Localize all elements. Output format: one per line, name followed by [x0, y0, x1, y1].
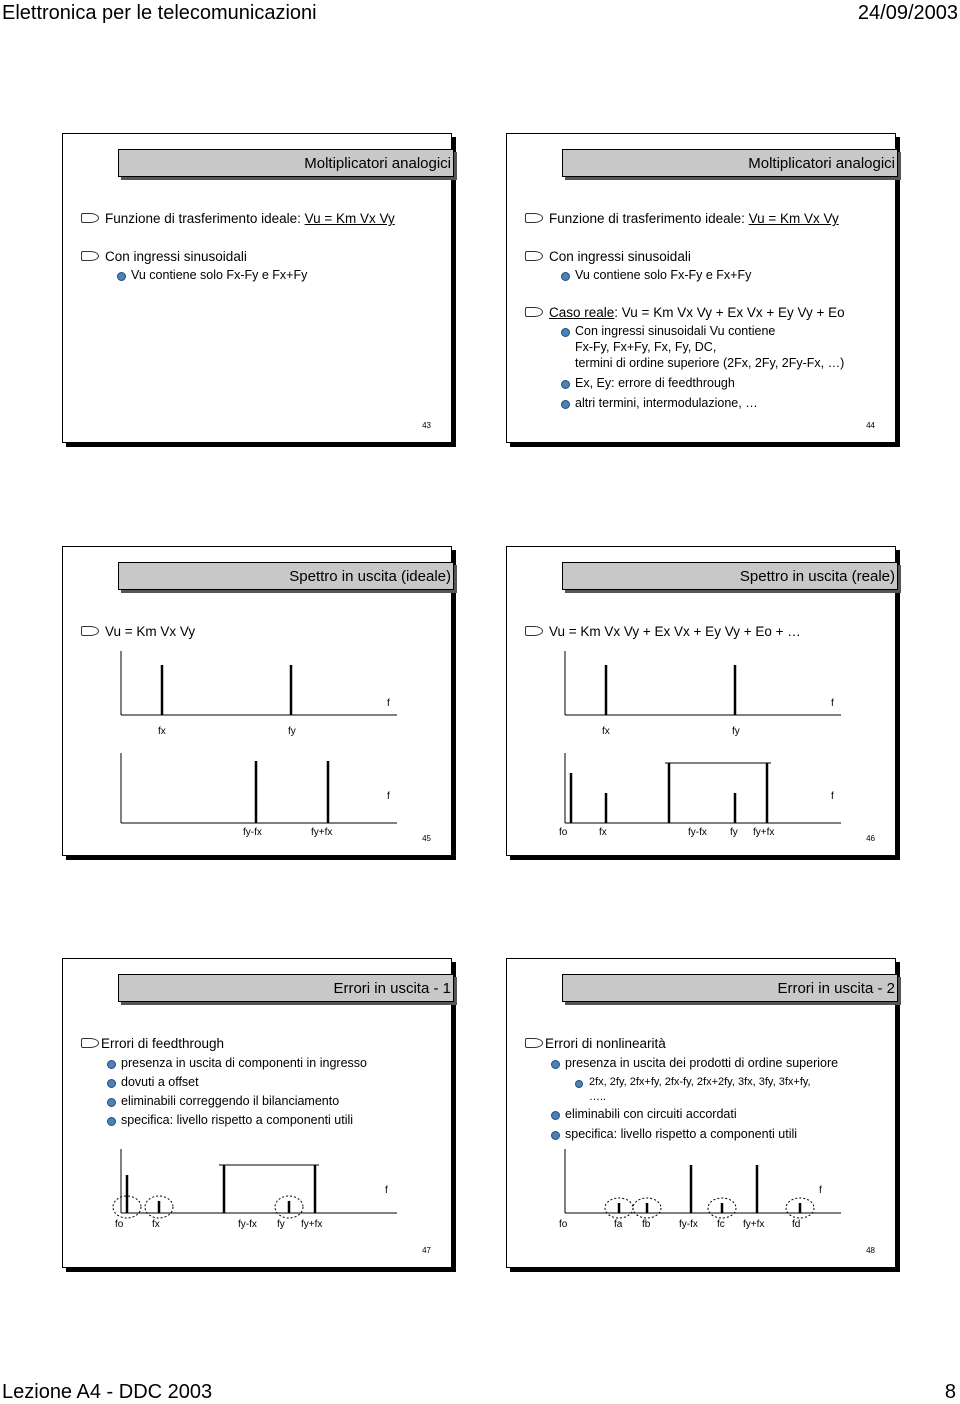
pointer-bullet-icon — [525, 251, 543, 261]
sub-sub-bullet-line: 2fx, 2fy, 2fx+fy, 2fx-fy, 2fx+2fy, 3fx, 3fy, 3fx+fy, — [589, 1077, 811, 1088]
slide-title: Errori in uscita - 2 — [562, 974, 898, 1002]
ball-bullet-icon — [561, 380, 570, 389]
sub-bullet-line: presenza in uscita dei prodotti di ordine superiore — [565, 1057, 838, 1070]
slide-title: Errori in uscita - 1 — [118, 974, 454, 1002]
sub-bullet-line: Vu contiene solo Fx-Fy e Fx+Fy — [575, 269, 751, 282]
slide-number: 45 — [422, 834, 431, 843]
slide-number: 48 — [866, 1246, 875, 1255]
slide-number: 44 — [866, 421, 875, 430]
label-fx: fx — [599, 827, 607, 838]
pointer-bullet-icon — [81, 626, 99, 636]
slide-title: Moltiplicatori analogici — [562, 149, 898, 177]
document-date: 24/09/2003 — [857, 2, 958, 24]
ball-bullet-icon — [107, 1060, 116, 1069]
pointer-bullet-icon — [81, 1038, 99, 1048]
slide-44 — [506, 133, 896, 443]
ball-bullet-icon — [107, 1079, 116, 1088]
label-fb: fb — [642, 1219, 651, 1230]
label-fd: fd — [792, 1219, 801, 1230]
label-fy: fy — [277, 1219, 285, 1230]
ball-bullet-icon — [551, 1111, 560, 1120]
label-fy-fx: fy-fx — [243, 827, 262, 838]
bullet-line: Errori di nonlinearità — [545, 1037, 666, 1051]
spectrum-diagram — [63, 1145, 453, 1255]
document-title: Elettronica per le telecomunicazioni — [2, 2, 317, 24]
sub-bullet-line: eliminabili con circuiti accordati — [565, 1108, 737, 1121]
label-fy+fx: fy+fx — [743, 1219, 765, 1230]
pointer-bullet-icon — [525, 213, 543, 223]
slide-43 — [62, 133, 452, 443]
sub-bullet-line: Vu contiene solo Fx-Fy e Fx+Fy — [131, 269, 307, 282]
sub-bullet-line: Con ingressi sinusoidali Vu contiene — [575, 325, 775, 338]
label-fa: fa — [614, 1219, 623, 1230]
sub-bullet-line: altri termini, intermodulazione, … — [575, 397, 758, 410]
label-fy: fy — [730, 827, 738, 838]
slide-title: Spettro in uscita (reale) — [562, 562, 898, 590]
sub-bullet-line: specifica: livello rispetto a componenti utili — [121, 1114, 353, 1127]
label-f: f — [831, 698, 834, 709]
ball-bullet-icon — [551, 1060, 560, 1069]
slide-title: Spettro in uscita (ideale) — [118, 562, 454, 590]
label-fy+fx: fy+fx — [311, 827, 333, 838]
label-f: f — [387, 791, 390, 802]
bullet-line: Caso reale: Vu = Km Vx Vy + Ex Vx + Ey Vy + Eo — [549, 306, 845, 320]
label-fx: fx — [158, 726, 166, 737]
slide-number: 43 — [422, 421, 431, 430]
label-fo: fo — [559, 1219, 568, 1230]
sub-bullet-line: eliminabili correggendo il bilanciamento — [121, 1095, 339, 1108]
label-fy: fy — [732, 726, 740, 737]
sub-line: ….. — [589, 1091, 607, 1103]
label-f: f — [819, 1185, 822, 1196]
label-fy-fx: fy-fx — [238, 1219, 257, 1230]
ball-bullet-icon — [561, 272, 570, 281]
slide-45 — [62, 546, 452, 856]
pointer-bullet-icon — [525, 1038, 543, 1048]
spectrum-diagram — [507, 647, 897, 857]
bullet-line: Funzione di trasferimento ideale: Vu = Km Vx Vy — [105, 212, 395, 226]
sub-line: termini di ordine superiore (2Fx, 2Fy, 2Fy-Fx, …) — [575, 356, 845, 370]
label-f: f — [385, 1185, 388, 1196]
label-fo: fo — [559, 827, 568, 838]
label-fx: fx — [152, 1219, 160, 1230]
bullet-line: Vu = Km Vx Vy — [105, 625, 195, 639]
bullet-line: Errori di feedthrough — [101, 1037, 224, 1051]
sub-line: Fx-Fy, Fx+Fy, Fx, Fy, DC, — [575, 340, 717, 354]
page-number: 8 — [944, 1381, 956, 1403]
sub-bullet-line: dovuti a offset — [121, 1076, 199, 1089]
bullet-line: Vu = Km Vx Vy + Ex Vx + Ey Vy + Eo + … — [549, 625, 801, 639]
ball-bullet-icon — [107, 1117, 116, 1126]
slide-number: 46 — [866, 834, 875, 843]
label-fy-fx: fy-fx — [688, 827, 707, 838]
label-fy: fy — [288, 726, 296, 737]
label-f: f — [831, 791, 834, 802]
label-fy+fx: fy+fx — [753, 827, 775, 838]
spectrum-diagram — [63, 647, 453, 857]
pointer-bullet-icon — [81, 251, 99, 261]
label-fc: fc — [717, 1219, 725, 1230]
ball-bullet-icon — [561, 328, 570, 337]
lecture-label: Lezione A4 - DDC 2003 — [2, 1381, 213, 1403]
label-f: f — [387, 698, 390, 709]
label-fo: fo — [115, 1219, 124, 1230]
pointer-bullet-icon — [81, 213, 99, 223]
slide-46 — [506, 546, 896, 856]
ball-bullet-icon — [551, 1131, 560, 1140]
ball-bullet-icon — [107, 1098, 116, 1107]
sub-bullet-line: presenza in uscita di componenti in ingresso — [121, 1057, 367, 1070]
spectrum-diagram — [507, 1145, 897, 1255]
ball-bullet-icon — [561, 400, 570, 409]
label-fx: fx — [602, 726, 610, 737]
label-fy-fx: fy-fx — [679, 1219, 698, 1230]
slide-47 — [62, 958, 452, 1268]
pointer-bullet-icon — [525, 626, 543, 636]
slide-number: 47 — [422, 1246, 431, 1255]
sub-bullet-line: specifica: livello rispetto a componenti utili — [565, 1128, 797, 1141]
slide-title: Moltiplicatori analogici — [118, 149, 454, 177]
bullet-line: Funzione di trasferimento ideale: Vu = Km Vx Vy — [549, 212, 839, 226]
label-fy+fx: fy+fx — [301, 1219, 323, 1230]
sub-bullet-line: Ex, Ey: errore di feedthrough — [575, 377, 735, 390]
ball-bullet-icon — [117, 272, 126, 281]
bullet-line: Con ingressi sinusoidali — [549, 250, 691, 264]
ball-bullet-icon — [575, 1080, 583, 1088]
bullet-line: Con ingressi sinusoidali — [105, 250, 247, 264]
pointer-bullet-icon — [525, 307, 543, 317]
slide-48 — [506, 958, 896, 1268]
